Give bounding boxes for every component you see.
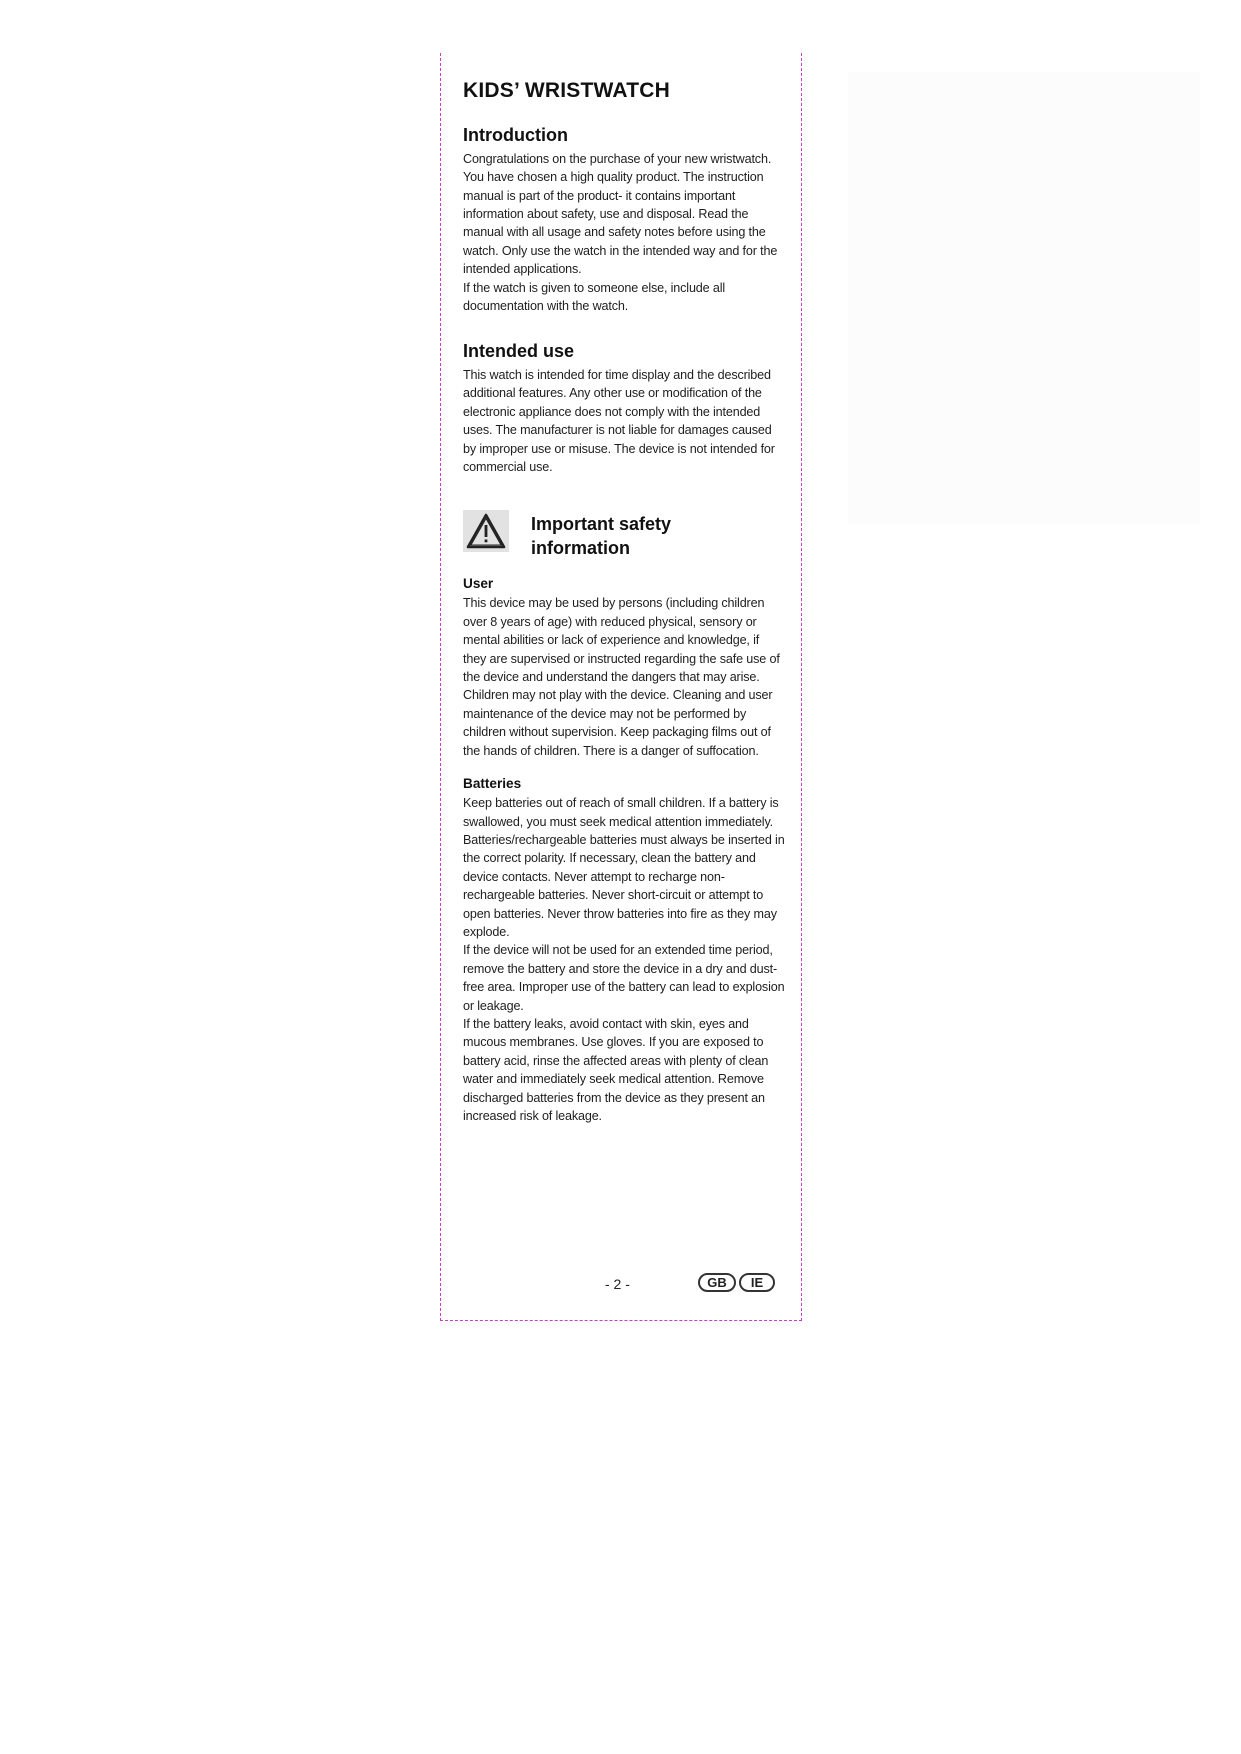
country-badge-ie: IE [739,1273,775,1292]
batteries-heading: Batteries [463,776,522,792]
page-footer [440,1270,802,1300]
batteries-paragraph: If the battery leaks, avoid contact with skin, eyes and mucous membranes. Use gloves. If you are exposed to battery acid, rinse the affected areas with plenty of clean water and immediately seek medical attention. Remove discharged batteries from the device as they present an increased risk of leakage. [463,1016,769,1123]
batteries-subsection [463,776,785,1125]
page-number: - 2 - [605,1276,630,1292]
safety-section [463,506,785,1125]
warning-triangle-icon [463,510,509,552]
safety-heading-line: information [531,538,630,559]
introduction-paragraph: If the watch is given to someone else, include all documentation with the watch. [463,280,726,314]
introduction-heading: Introduction [463,125,568,146]
intended-use-section [463,341,785,476]
intended-use-heading: Intended use [463,341,575,362]
manual-page [463,78,785,1125]
user-paragraph: This device may be used by persons (including children over 8 years of age) with reduced physical, sensory or mental abilities or lack of experience and knowledge, if they are supervised or instructed regarding the safe use of the device and understand the dangers that may arise. [463,596,780,685]
user-subsection [463,576,785,760]
document-title: KIDS’ WRISTWATCH [463,79,670,102]
introduction-section [463,125,785,315]
batteries-paragraph: If the device will not be used for an extended time period, remove the battery and store the device in a dry and dust-free area. Improper use of the battery can lead to explosion or leakage. [463,943,785,1013]
batteries-paragraph: Keep batteries out of reach of small children. If a battery is swallowed, you must seek medical attention immediately. Batteries/rechargeable batteries must always be inserted in the correct polarity. If necessary, clean the battery and device contacts. Never attempt to recharge non-rechargeable batteries. Never short-circuit or attempt to open batteries. Never throw batteries into fire as they may explode. [463,796,785,939]
blank-adjacent-page [848,72,1200,524]
introduction-paragraph: Congratulations on the purchase of your new wristwatch. You have chosen a high quality product. The instruction manual is part of the product- it contains important information about safety, use and disposal. Read the manual with all usage and safety notes before using the watch. Only use the watch in the intended way and for the intended applications. [463,151,778,277]
user-paragraph: Children may not play with the device. Cleaning and user maintenance of the device may not be performed by children without supervision. Keep packaging films out of the hands of children. There is a danger of suffocation. [463,688,773,758]
safety-heading-line: Important safety [531,514,672,535]
user-heading: User [463,576,494,592]
country-badge-gb: GB [698,1273,736,1292]
intended-use-paragraph: This watch is intended for time display and the described additional features. Any other use or modification of the electronic appliance does not comply with the intended uses. The manufacturer is not liable for damages caused by improper use or misuse. The device is not intended for commercial use. [463,368,775,475]
safety-header [463,506,785,560]
safety-heading [531,512,731,560]
